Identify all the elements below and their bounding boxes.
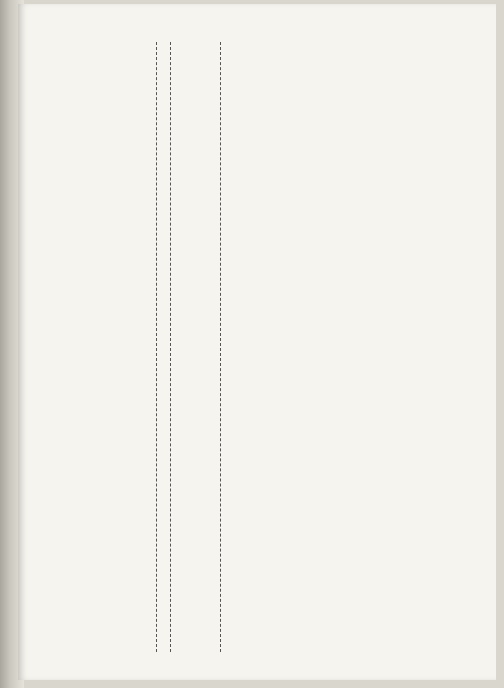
station-header: [94, 377, 287, 392]
rule-header: [220, 42, 221, 652]
climate-table: [86, 32, 466, 652]
rule-top: [156, 42, 157, 652]
station-title: [111, 377, 119, 392]
rule-group: [170, 42, 171, 652]
